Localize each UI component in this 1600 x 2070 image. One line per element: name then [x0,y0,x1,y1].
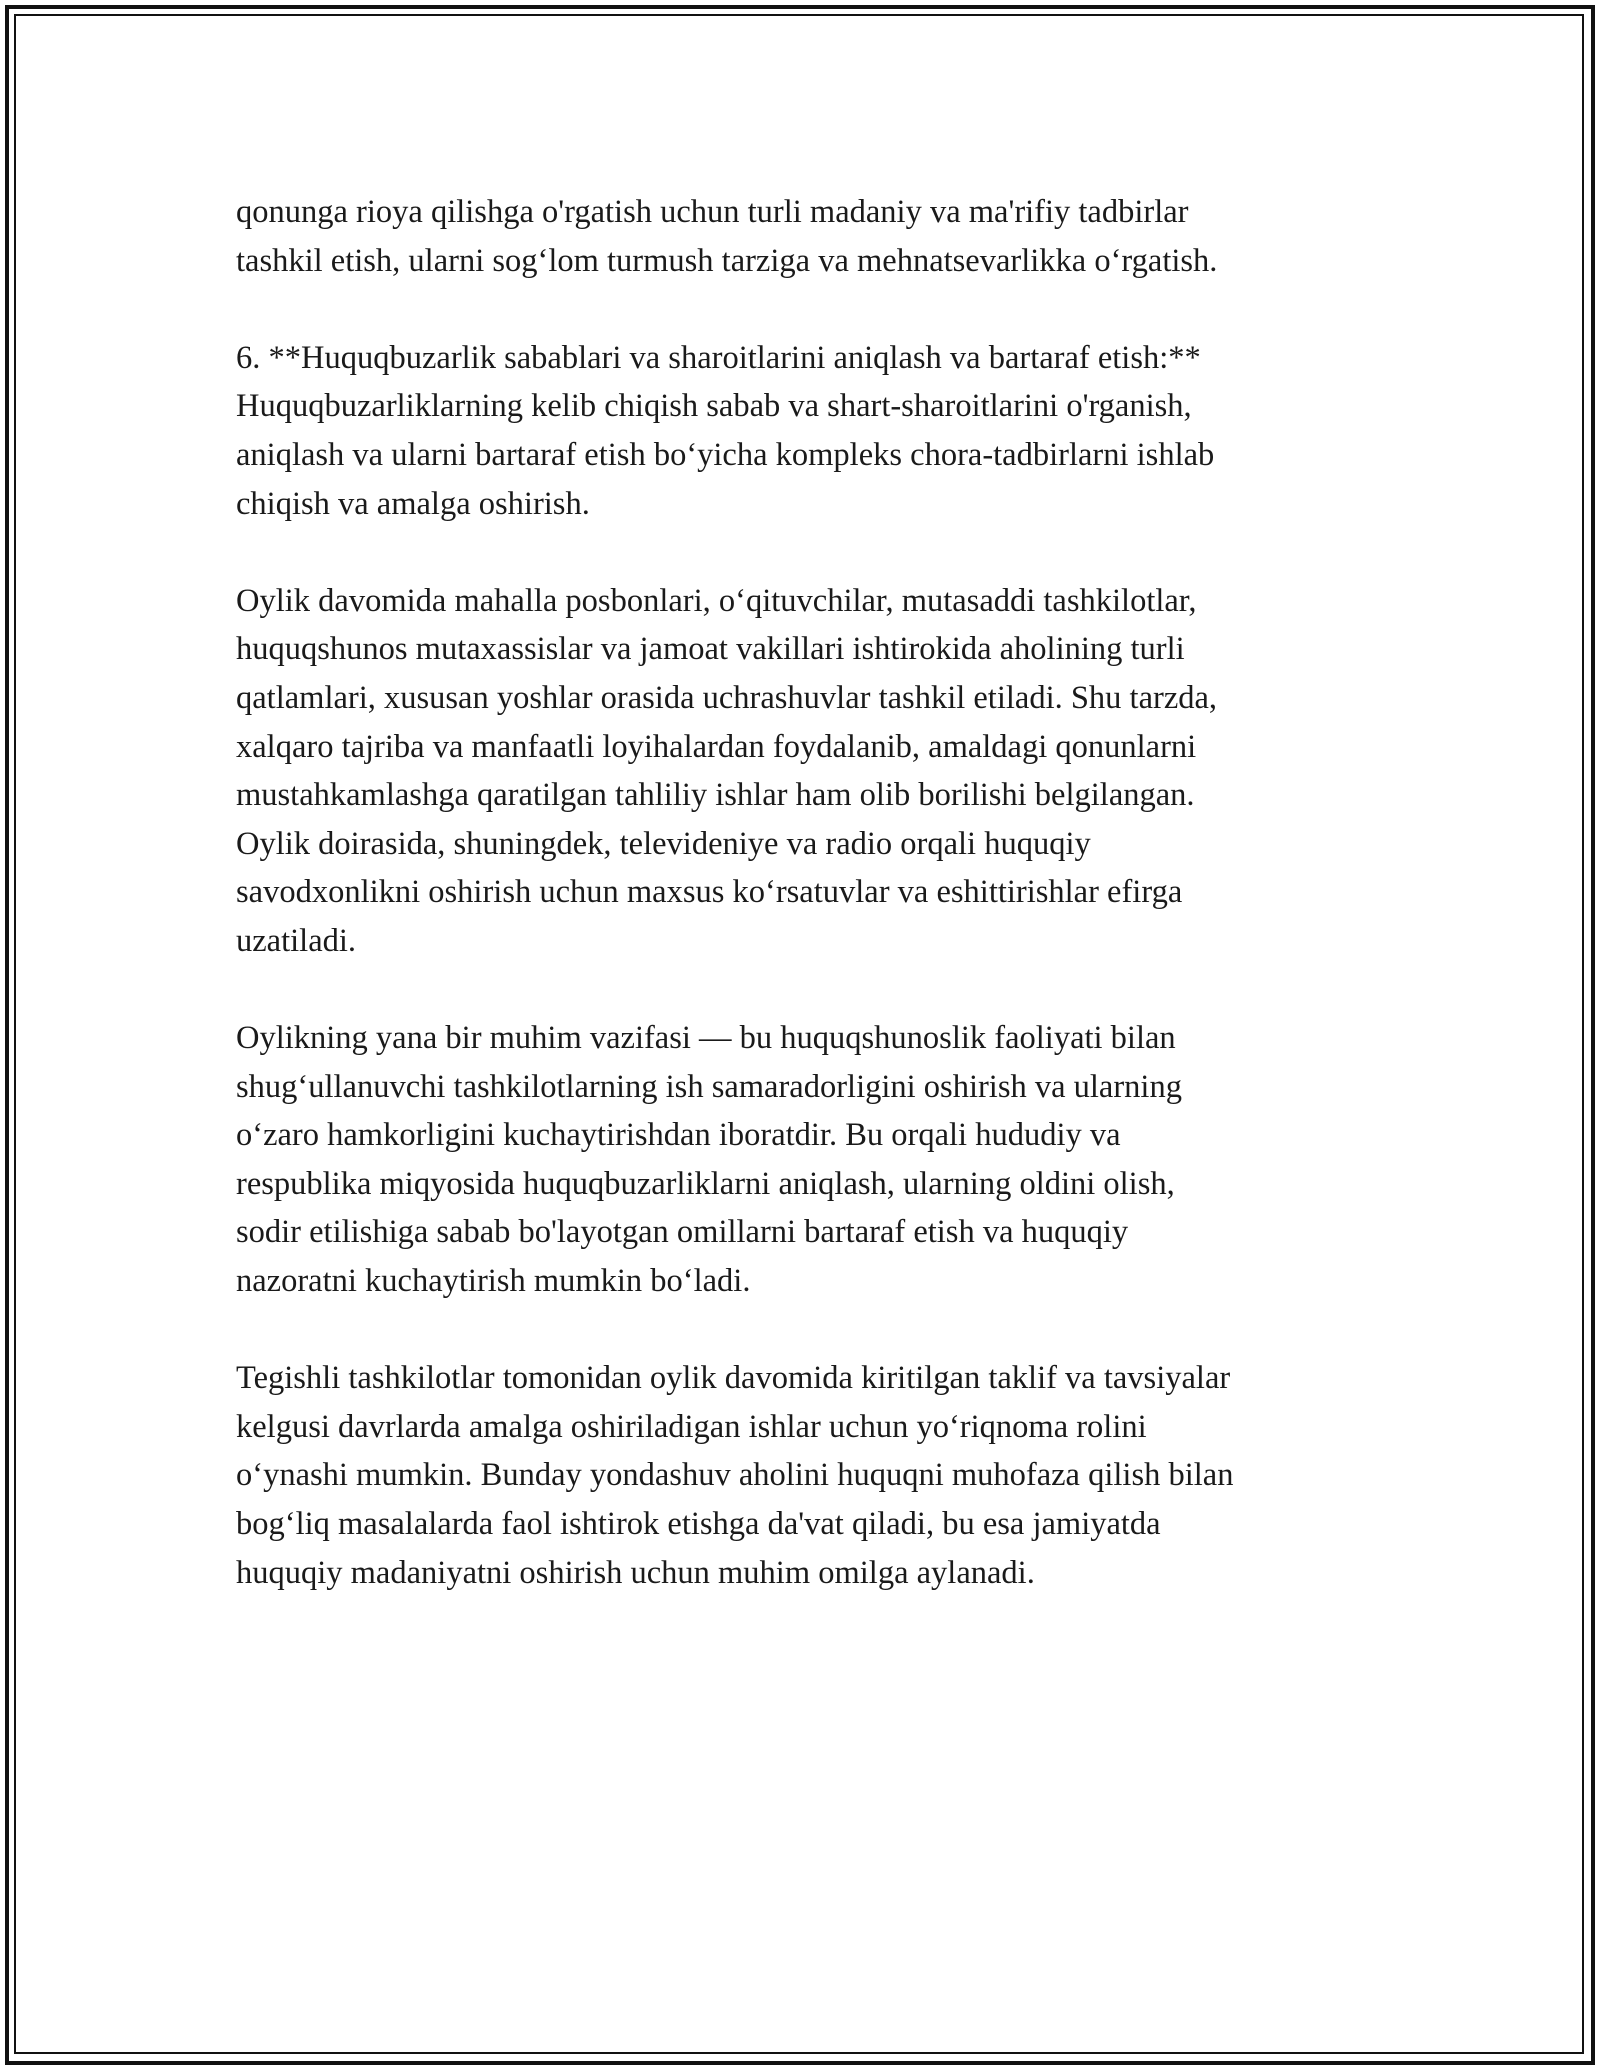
paragraph-5 [236,1354,1416,1597]
paragraph-1 [236,188,1416,285]
text-line: qatlamlari, xususan yoshlar orasida uchrashuvlar tashkil etiladi. Shu tarzda, [236,679,1218,716]
text-line: savodxonlikni oshirish uchun maxsus ko‘rsatuvlar va eshittirishlar efirga [236,874,1183,911]
text-line: o‘zaro hamkorligini kuchaytirishdan iboratdir. Bu orqali hududiy va [236,1117,1121,1154]
text-line: huquqshunos mutaxassislar va jamoat vakillari ishtirokida aholining turli [236,631,1185,668]
text-line: respublika miqyosida huquqbuzarliklarni aniqlash, ularning oldini olish, [236,1165,1175,1202]
text-line: shug‘ullanuvchi tashkilotlarning ish samaradorligini oshirish va ularning [236,1068,1182,1105]
text-line: aniqlash va ularni bartaraf etish bo‘yicha kompleks chora-tadbirlarni ishlab [236,436,1215,473]
paragraph-2 [236,334,1416,528]
text-line: tashkil etish, ularni sog‘lom turmush tarziga va mehnatsevarlikka o‘rgatish. [236,242,1218,279]
text-line: sodir etilishiga sabab bo'layotgan omillarni bartaraf etish va huquqiy [236,1214,1129,1251]
paragraph-4 [236,1014,1416,1306]
text-line: uzatiladi. [236,922,357,959]
text-line: huquqiy madaniyatni oshirish uchun muhim omilga aylanadi. [236,1554,1035,1591]
text-line: Tegishli tashkilotlar tomonidan oylik davomida kiritilgan taklif va tavsiyalar [236,1360,1231,1397]
text-line: kelgusi davrlarda amalga oshiriladigan ishlar uchun yo‘riqnoma rolini [236,1408,1147,1445]
text-line: nazoratni kuchaytirish mumkin bo‘ladi. [236,1263,751,1300]
text-line: mustahkamlashga qaratilgan tahliliy ishlar ham olib borilishi belgilangan. [236,777,1195,814]
text-line: Oylik doirasida, shuningdek, televideniye va radio orqali huquqiy [236,825,1091,862]
text-line: qonunga rioya qilishga o'rgatish uchun turli madaniy va ma'rifiy tadbirlar [236,194,1189,230]
text-line: chiqish va amalga oshirish. [236,485,590,522]
text-line: Oylikning yana bir muhim vazifasi — bu huquqshunoslik faoliyati bilan [236,1020,1176,1057]
document-body [236,188,1416,1646]
text-line: o‘ynashi mumkin. Bunday yondashuv aholini huquqni muhofaza qilish bilan [236,1457,1234,1494]
text-line: Huquqbuzarliklarning kelib chiqish sabab va shart-sharoitlarini o'rganish, [236,388,1192,425]
text-line: Oylik davomida mahalla posbonlari, o‘qituvchilar, mutasaddi tashkilotlar, [236,582,1197,619]
text-line: xalqaro tajriba va manfaatli loyihalardan foydalanib, amaldagi qonunlarni [236,728,1197,765]
text-line: 6. **Huquqbuzarlik sabablari va sharoitlarini aniqlash va bartaraf etish:** [236,339,1201,376]
paragraph-3 [236,577,1416,966]
text-line: bog‘liq masalalarda faol ishtirok etishga da'vat qiladi, bu esa jamiyatda [236,1506,1161,1543]
